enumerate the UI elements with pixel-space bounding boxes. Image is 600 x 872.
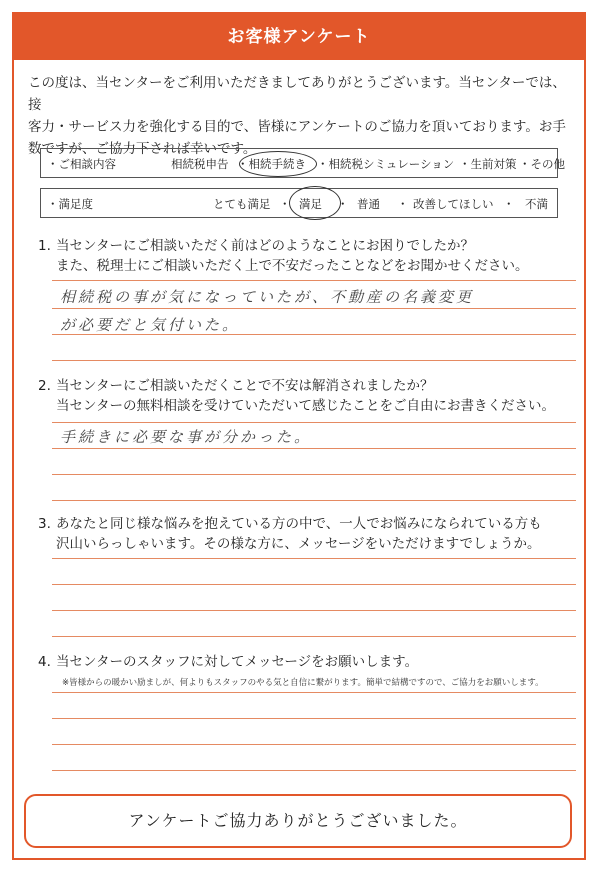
consultation-option[interactable]: ・生前対策 — [459, 157, 517, 171]
handwritten-answer[interactable]: 手続きに必要な事が分かった。 — [60, 428, 313, 446]
answer-line — [52, 334, 576, 335]
separator-dot: ・ — [503, 197, 515, 211]
intro-line: この度は、当センターをご利用いただきましてありがとうございます。当センターでは、接 — [28, 75, 566, 113]
satisfaction-option[interactable]: 改善してほしい — [413, 197, 494, 211]
question-3 — [38, 514, 572, 554]
separator-dot: ・ — [337, 197, 349, 211]
question-2 — [38, 376, 572, 416]
handwritten-answer[interactable]: 相続税の事が気になっていたが、不動産の名義変更 — [60, 288, 475, 306]
question-number: 2. — [38, 378, 51, 394]
question-note: ※皆様からの暖かい励ましが、何よりもスタッフのやる気と自信に繋がります。簡単で結構ですので、ご協力をお願いします。 — [62, 678, 544, 688]
satisfaction-label: ・満足度 — [47, 197, 93, 211]
answer-line — [52, 500, 576, 501]
consultation-label: ・ご相談内容 — [47, 157, 116, 171]
intro-line: 客力・サービス力を強化する目的で、皆様にアンケートのご協力を頂いております。お手 — [28, 119, 566, 135]
consultation-option[interactable]: ・相続税シミュレーション — [317, 157, 455, 171]
question-text: 沢山いらっしゃいます。その様な方に、メッセージをいただけますでしょうか。 — [56, 536, 541, 552]
consultation-option-selected[interactable]: ・相続手続き — [237, 157, 306, 171]
answer-line — [52, 770, 576, 771]
answer-line — [52, 308, 576, 309]
separator-dot: ・ — [279, 197, 291, 211]
question-number: 1. — [38, 238, 51, 254]
selection-circle — [239, 151, 317, 177]
answer-line — [52, 448, 576, 449]
consultation-box — [40, 148, 565, 178]
answer-line — [52, 636, 576, 637]
handwritten-answer[interactable]: が必要だと気付いた。 — [60, 316, 241, 334]
question-number: 4. — [38, 654, 51, 670]
answer-line — [52, 280, 576, 281]
consultation-option[interactable]: 相続税申告 — [171, 157, 229, 171]
selection-circle — [289, 186, 341, 220]
answer-line — [52, 692, 576, 693]
page-title: お客様アンケート — [14, 14, 584, 60]
satisfaction-box — [40, 188, 558, 218]
question-text: あなたと同じ様な悩みを抱えている方の中で、一人でお悩みになられている方も — [56, 516, 542, 532]
answer-line — [52, 718, 576, 719]
answer-line — [52, 610, 576, 611]
survey-sheet — [12, 12, 586, 860]
question-text: 当センターにご相談いただくことで不安は解消されましたか？ — [56, 378, 434, 394]
answer-line — [52, 422, 576, 423]
intro-text — [28, 72, 572, 160]
question-text: 当センターのスタッフに対してメッセージをお願いします。 — [56, 654, 419, 670]
satisfaction-option[interactable]: 普通 — [357, 197, 380, 211]
question-4 — [38, 652, 572, 672]
satisfaction-option-selected[interactable]: 満足 — [299, 197, 322, 211]
thanks-box: アンケートご協力ありがとうございました。 — [24, 794, 572, 848]
question-text: 当センターの無料相談を受けていただいて感じたことをご自由にお書きください。 — [56, 398, 555, 414]
intro-line: 数ですが、ご協力下されば幸いです。 — [28, 141, 257, 157]
separator-dot: ・ — [397, 197, 409, 211]
answer-line — [52, 744, 576, 745]
question-1 — [38, 236, 572, 276]
consultation-option[interactable]: ・その他 — [519, 157, 565, 171]
answer-line — [52, 584, 576, 585]
answer-line — [52, 558, 576, 559]
question-text: 当センターにご相談いただく前はどのようなことにお困りでしたか？ — [56, 238, 474, 254]
satisfaction-option[interactable]: とても満足 — [213, 197, 271, 211]
question-text: また、税理士にご相談いただく上で不安だったことなどをお聞かせください。 — [56, 258, 529, 274]
satisfaction-option[interactable]: 不満 — [525, 197, 548, 211]
answer-line — [52, 474, 576, 475]
answer-line — [52, 360, 576, 361]
question-number: 3. — [38, 516, 51, 532]
